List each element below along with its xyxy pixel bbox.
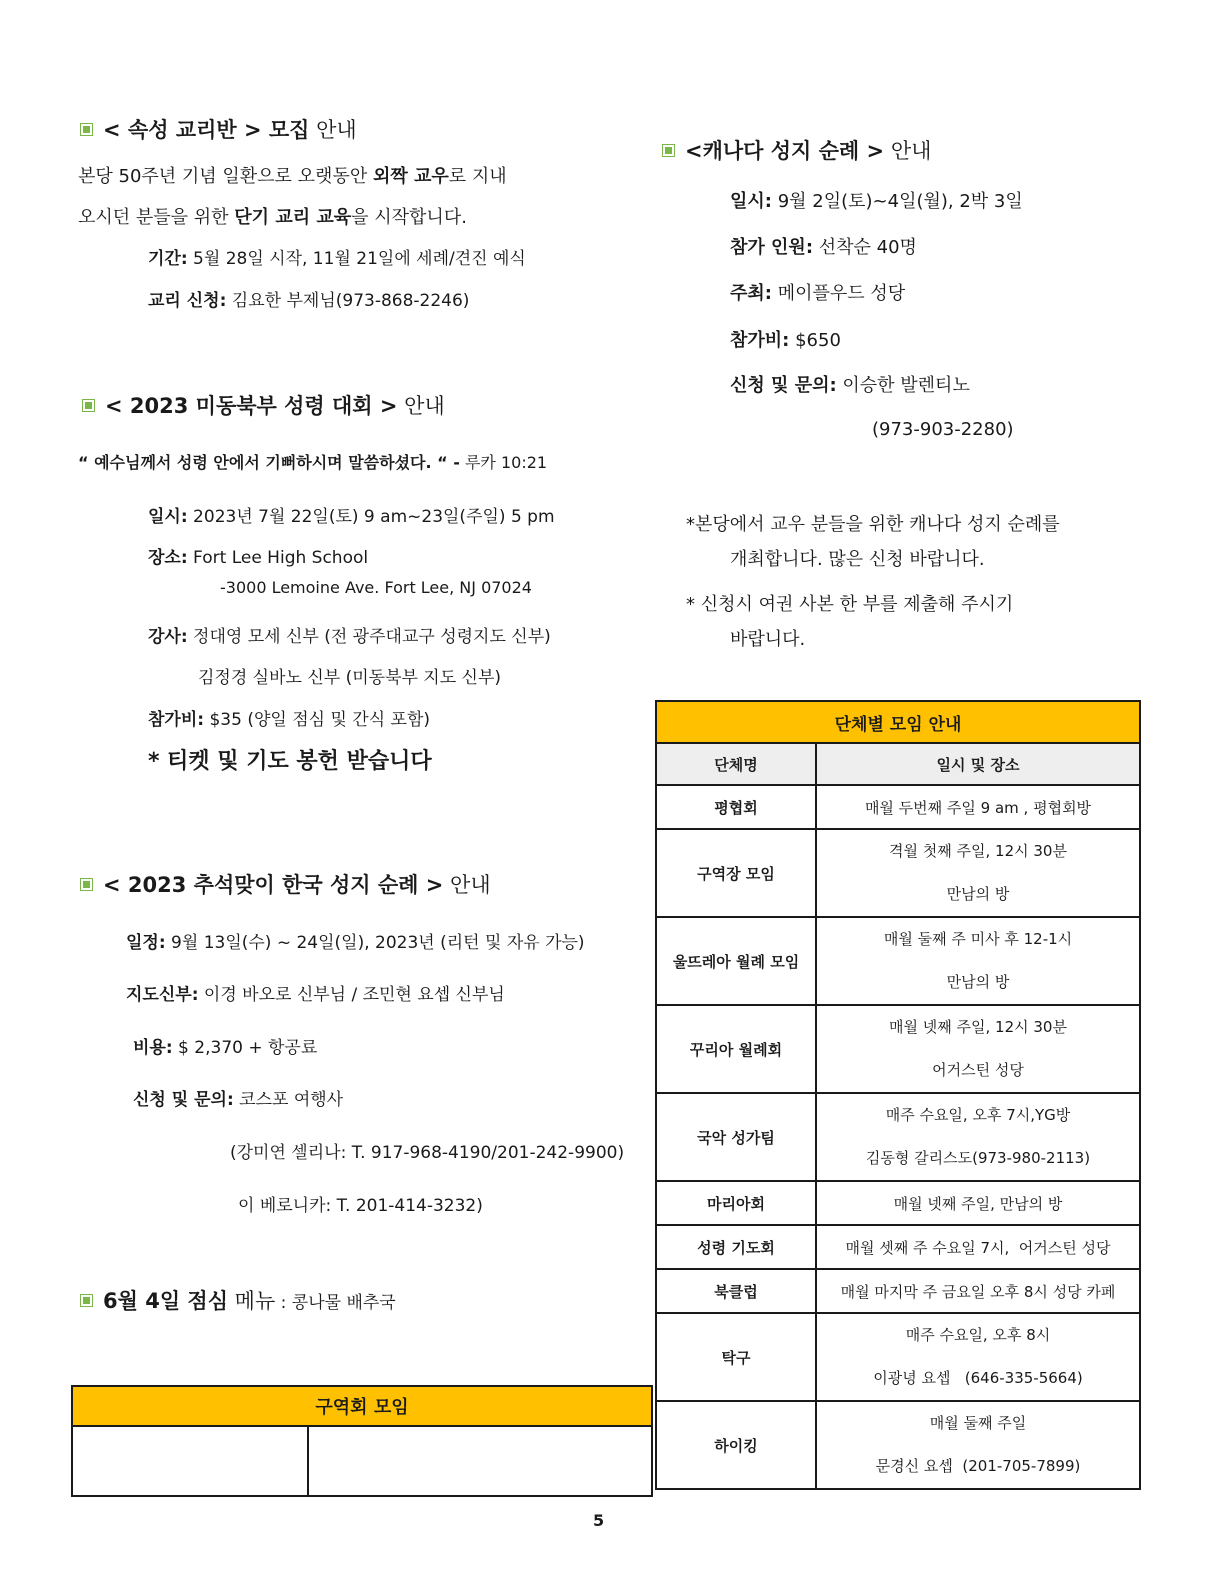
canada-fee: 참가비: $650 [730, 330, 841, 351]
canada-host: 주최: 메이플우드 성당 [730, 283, 906, 304]
checkbox-icon [82, 399, 95, 412]
group-table-title: 단체별 모임 안내 [656, 701, 1140, 743]
group-name: 구역장 모임 [656, 829, 816, 917]
canada-inquiry: 신청 및 문의: 이승한 발렌티노 [730, 375, 970, 396]
table-row [656, 829, 1140, 917]
convention-address: -3000 Lemoine Ave. Fort Lee, NJ 07024 [220, 578, 532, 597]
canada-note-2b: 바랍니다. [730, 629, 806, 650]
group-name: 성령 기도회 [656, 1225, 816, 1269]
group-name: 평협회 [656, 785, 816, 829]
group-schedule: 격월 첫째 주일, 12시 30분 만남의 방 [816, 829, 1140, 917]
group-name: 탁구 [656, 1313, 816, 1401]
convention-fee: 참가비: $35 (양일 점심 및 간식 포함) [148, 710, 431, 730]
table-row [656, 917, 1140, 1005]
canada-date: 일시: 9월 2일(토)~4일(월), 2박 3일 [730, 191, 1023, 212]
section-korea-pilgrimage-heading: < 2023 추석맞이 한국 성지 순례 > 안내 [80, 869, 491, 899]
catechism-period: 기간: 5월 28일 시작, 11월 21일에 세례/견진 예식 [148, 249, 526, 269]
group-col-name-header: 단체명 [656, 743, 816, 785]
table-row [656, 1313, 1140, 1401]
area-cell-empty [72, 1426, 308, 1496]
korea-cost: 비용: $ 2,370 + 항공료 [133, 1038, 318, 1058]
group-schedule: 매월 넷째 주일, 만남의 방 [816, 1181, 1140, 1225]
page-number: 5 [593, 1511, 605, 1530]
table-row [656, 1401, 1140, 1489]
group-name: 꾸리아 월례회 [656, 1005, 816, 1093]
group-col-schedule-header: 일시 및 장소 [816, 743, 1140, 785]
canada-participants: 참가 인원: 선착순 40명 [730, 237, 917, 258]
catechism-apply: 교리 신청: 김요한 부제님(973-868-2246) [148, 291, 470, 311]
group-name: 하이킹 [656, 1401, 816, 1489]
area-table-title: 구역회 모임 [72, 1386, 652, 1426]
section-spirit-convention-heading: < 2023 미동북부 성령 대회 > 안내 [82, 390, 445, 420]
korea-schedule: 일정: 9월 13일(수) ~ 24일(일), 2023년 (리턴 및 자유 가능) [126, 933, 585, 953]
canada-note-2a: * 신청시 여권 사본 한 부를 제출해 주시기 [686, 594, 1014, 615]
group-schedule: 매월 마지막 주 금요일 오후 8시 성당 카페 [816, 1269, 1140, 1313]
group-meetings-table [655, 700, 1141, 1490]
table-row [656, 1181, 1140, 1225]
convention-speaker-2: 김정경 실바노 신부 (미동북부 지도 신부) [198, 668, 502, 688]
group-name: 북클럽 [656, 1269, 816, 1313]
canada-phone: (973-903-2280) [872, 419, 1014, 440]
section-catechism-heading: < 속성 교리반 > 모집 안내 [80, 114, 357, 144]
table-row [656, 1093, 1140, 1181]
group-schedule: 매월 둘째 주 미사 후 12-1시 만남의 방 [816, 917, 1140, 1005]
korea-contact-2: 이 베로니카: T. 201-414-3232) [238, 1196, 483, 1216]
canada-note-1b: 개최합니다. 많은 신청 바랍니다. [730, 549, 985, 570]
convention-date: 일시: 2023년 7월 22일(토) 9 am~23일(주일) 5 pm [148, 507, 555, 527]
table-row [656, 1005, 1140, 1093]
convention-ticket-notice: * 티켓 및 기도 봉헌 받습니다 [148, 749, 432, 774]
korea-contact-1: (강미연 셀리나: T. 917-968-4190/201-242-9900) [230, 1143, 625, 1163]
group-name: 울뜨레아 월례 모임 [656, 917, 816, 1005]
convention-speaker: 강사: 정대영 모세 신부 (전 광주대교구 성령지도 신부) [148, 627, 551, 647]
group-schedule: 매주 수요일, 오후 7시,YG방 김동형 갈리스도(973-980-2113) [816, 1093, 1140, 1181]
checkbox-icon [80, 1294, 93, 1307]
korea-priests: 지도신부: 이경 바오로 신부님 / 조민현 요셉 신부님 [126, 985, 505, 1005]
checkbox-icon [662, 144, 675, 157]
group-schedule: 매월 넷째 주일, 12시 30분 어거스틴 성당 [816, 1005, 1140, 1093]
section-canada-pilgrimage-heading: <캐나다 성지 순례 > 안내 [662, 135, 931, 165]
table-row [656, 1269, 1140, 1313]
catechism-paragraph-line2: 오시던 분들을 위한 단기 교리 교육을 시작합니다. [78, 207, 467, 228]
group-schedule: 매월 셋째 주 수요일 7시, 어거스틴 성당 [816, 1225, 1140, 1269]
table-row [656, 785, 1140, 829]
section-lunch-menu-heading: 6월 4일 점심 메뉴 : 콩나물 배추국 [80, 1285, 396, 1315]
group-schedule: 매주 수요일, 오후 8시 이광녕 요셉 (646-335-5664) [816, 1313, 1140, 1401]
table-row [656, 1225, 1140, 1269]
group-name: 국악 성가팀 [656, 1093, 816, 1181]
checkbox-icon [80, 123, 93, 136]
group-schedule: 매월 두번째 주일 9 am , 평협회방 [816, 785, 1140, 829]
catechism-paragraph-line1: 본당 50주년 기념 일환으로 오랫동안 외짝 교우로 지내 [78, 166, 507, 187]
area-meeting-table [71, 1385, 653, 1497]
group-schedule: 매월 둘째 주일 문경신 요셉 (201-705-7899) [816, 1401, 1140, 1489]
canada-note-1a: *본당에서 교우 분들을 위한 캐나다 성지 순례를 [686, 514, 1060, 535]
area-cell-empty [308, 1426, 652, 1496]
checkbox-icon [80, 878, 93, 891]
group-name: 마리아회 [656, 1181, 816, 1225]
korea-inquiry: 신청 및 문의: 코스포 여행사 [133, 1090, 344, 1110]
convention-place: 장소: Fort Lee High School [148, 548, 369, 568]
convention-quote: “ 예수님께서 성령 안에서 기뻐하시며 말씀하셨다. “ - 루카 10:21 [78, 453, 548, 472]
